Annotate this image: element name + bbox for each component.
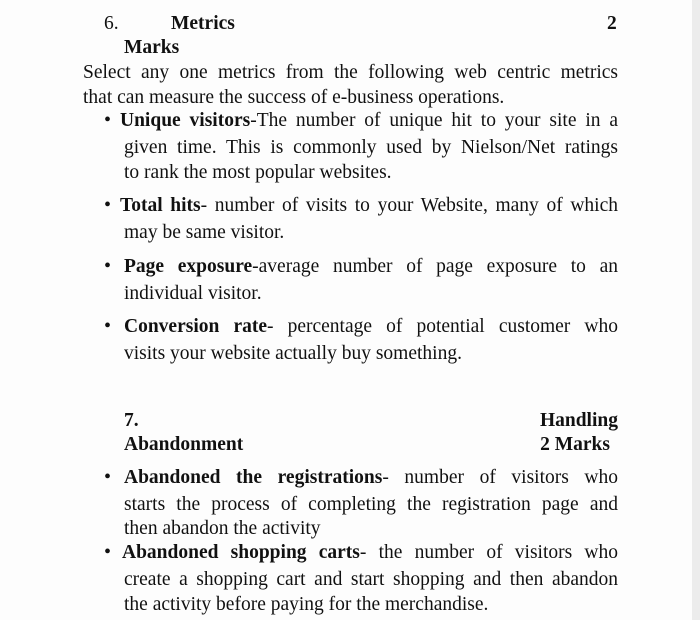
question-7-marks: 2 Marks <box>540 434 610 455</box>
term-page-exposure: Page exposure <box>124 256 253 277</box>
term-abandoned-carts: Abandoned shopping carts <box>122 542 360 563</box>
question-7-number: 7. <box>124 410 139 431</box>
list-item-line: to rank the most popular websites. <box>124 162 392 183</box>
question-6-marks-value: 2 <box>607 13 617 34</box>
list-item-line: the activity before paying for the merchandise. <box>124 594 489 615</box>
bullet-icon: • <box>104 466 112 488</box>
term-total-hits: Total hits <box>120 195 201 216</box>
bullet-icon: • <box>104 255 112 277</box>
question-6-number: 6. <box>104 13 119 34</box>
bullet-icon: • <box>104 109 112 131</box>
list-item-abandoned-carts: Abandoned shopping carts- the number of visitors who <box>122 542 618 563</box>
list-item-line: create a shopping cart and start shopping and then abandon <box>124 569 618 590</box>
list-item-page-exposure: Page exposure-average number of page exposure to an <box>124 256 618 277</box>
question-7-title-part1: Handling <box>539 410 618 431</box>
term-abandoned-registrations: Abandoned the registrations <box>124 467 383 488</box>
list-item-conversion-rate: Conversion rate- percentage of potential customer who <box>124 316 618 337</box>
question-6-marks-word: Marks <box>124 37 180 58</box>
list-item-abandoned-registrations: Abandoned the registrations- number of visitors who <box>124 467 618 488</box>
intro-line-1: Select any one metrics from the following web centric metrics <box>83 62 618 83</box>
list-item-line: may be same visitor. <box>124 222 285 243</box>
list-item-line: visits your website actually buy something. <box>124 343 462 364</box>
list-item-line: given time. This is commonly used by Nielson/Net ratings <box>124 137 618 158</box>
question-6-title: Metrics <box>171 13 235 34</box>
page-edge <box>692 0 700 620</box>
question-7-title-part2: Abandonment <box>124 434 244 455</box>
term-unique-visitors: Unique visitors <box>120 110 251 131</box>
bullet-icon: • <box>104 194 112 216</box>
list-item-total-hits: Total hits- number of visits to your Website, many of which <box>120 195 619 216</box>
bullet-icon: • <box>104 315 112 337</box>
list-item-unique-visitors: Unique visitors-The number of unique hit to your site in a <box>120 110 619 131</box>
term-conversion-rate: Conversion rate <box>124 316 267 337</box>
list-item-line: starts the process of completing the registration page and <box>124 494 618 515</box>
intro-line-2: that can measure the success of e-business operations. <box>83 87 505 108</box>
list-item-line: individual visitor. <box>124 283 262 304</box>
bullet-icon: • <box>104 541 112 563</box>
list-item-line: then abandon the activity <box>124 518 321 539</box>
